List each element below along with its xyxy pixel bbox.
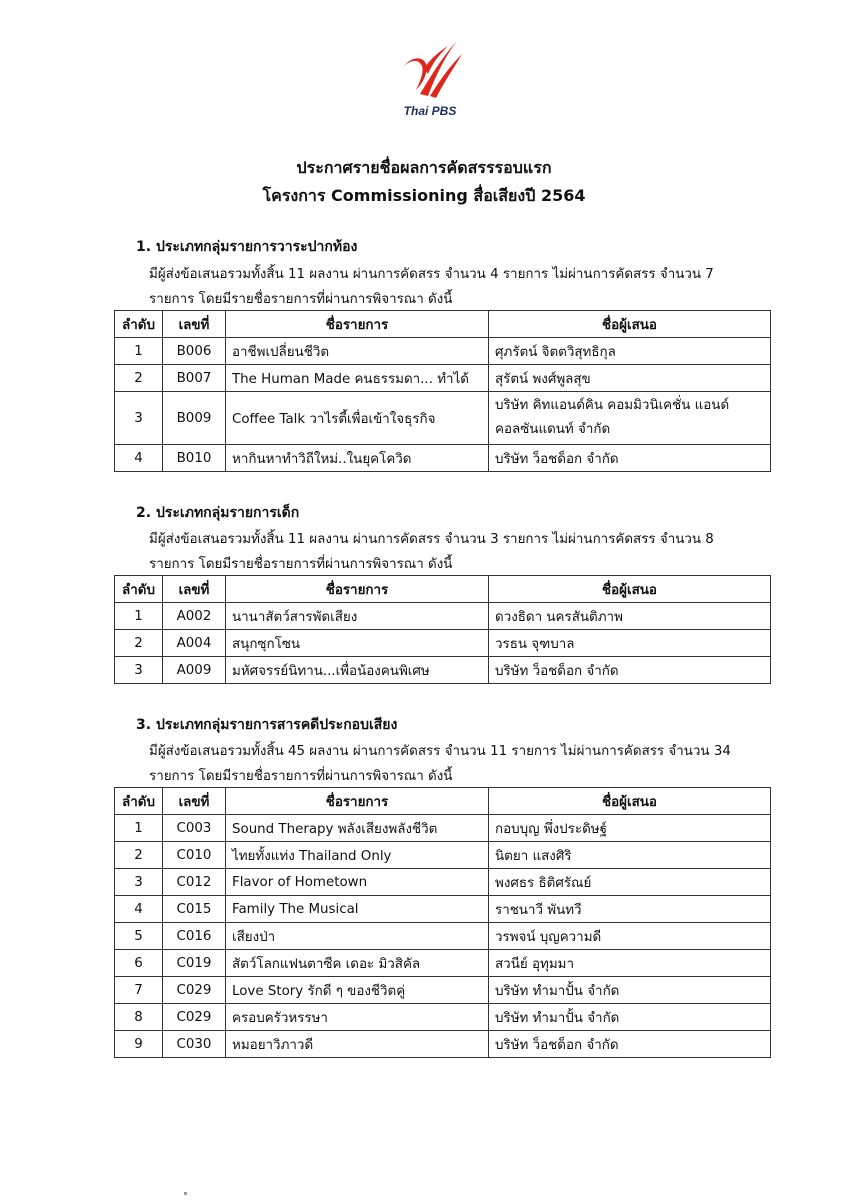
description-line: รายการ โดยมีรายชื่อรายการที่ผ่านการพิจารณา ดังนี้ [149, 292, 453, 307]
section-description [149, 262, 769, 312]
row-program-name: Coffee Talk วาไรตี้เพื่อเข้าใจธุรกิจ [226, 392, 489, 445]
row-code: B010 [163, 445, 226, 472]
section-title: ประเภทกลุ่มรายการวาระปากท้อง [156, 239, 358, 255]
table-row [115, 1031, 771, 1058]
row-code: C029 [163, 977, 226, 1004]
section-description [149, 527, 769, 577]
column-header-code: เลขที่ [163, 788, 226, 815]
row-program-name: นานาสัตว์สารพัดเสียง [226, 603, 489, 630]
results-table [114, 575, 771, 684]
table-header-row [115, 311, 771, 338]
row-proposer: บริษัท ทำมาปั้น จำกัด [489, 1004, 771, 1031]
column-header-index: ลำดับ [115, 788, 163, 815]
column-header-index: ลำดับ [115, 576, 163, 603]
row-code: B007 [163, 365, 226, 392]
column-header-program-name: ชื่อรายการ [226, 576, 489, 603]
table-row [115, 338, 771, 365]
row-proposer: วรธน จุฑบาล [489, 630, 771, 657]
results-table [114, 787, 771, 1058]
table-header-row [115, 576, 771, 603]
section-number: 1. [136, 239, 152, 255]
row-program-name: สนุกซุกโซน [226, 630, 489, 657]
description-line: รายการ โดยมีรายชื่อรายการที่ผ่านการพิจารณา ดังนี้ [149, 769, 453, 784]
row-proposer: พงศธร ธิติศรัณย์ [489, 869, 771, 896]
row-program-name: Love Story รักดี ๆ ของชีวิตคู่ [226, 977, 489, 1004]
row-code: C029 [163, 1004, 226, 1031]
row-index: 4 [115, 445, 163, 472]
bird-logo-icon [390, 38, 470, 104]
row-index: 4 [115, 896, 163, 923]
row-index: 2 [115, 842, 163, 869]
section-title: ประเภทกลุ่มรายการสารคดีประกอบเสียง [156, 717, 398, 733]
row-proposer: สวนีย์ อุทุมมา [489, 950, 771, 977]
row-code: C015 [163, 896, 226, 923]
row-proposer: สุรัตน์ พงศ์พูลสุข [489, 365, 771, 392]
thai-pbs-logo [390, 38, 470, 124]
row-code: C030 [163, 1031, 226, 1058]
table-row [115, 365, 771, 392]
row-code: C010 [163, 842, 226, 869]
row-program-name: หากินหาทำวิถีใหม่..ในยุคโควิด [226, 445, 489, 472]
row-index: 7 [115, 977, 163, 1004]
column-header-proposer: ชื่อผู้เสนอ [489, 788, 771, 815]
row-index: 3 [115, 657, 163, 684]
row-proposer: วรพจน์ บุญความดี [489, 923, 771, 950]
section-heading [136, 236, 357, 258]
row-code: C012 [163, 869, 226, 896]
description-line: มีผู้ส่งข้อเสนอรวมทั้งสิ้น 11 ผลงาน ผ่านการคัดสรร จำนวน 3 รายการ ไม่ผ่านการคัดสรร จำนวน 8 [149, 532, 714, 547]
row-code: A002 [163, 603, 226, 630]
page-title: ประกาศรายชื่อผลการคัดสรรรอบแรก [296, 158, 552, 177]
row-proposer: บริษัท ว็อชด็อก จำกัด [489, 1031, 771, 1058]
section-title: ประเภทกลุ่มรายการเด็ก [156, 505, 300, 521]
row-proposer: ดวงธิดา นครสันติภาพ [489, 603, 771, 630]
row-program-name: อาชีพเปลี่ยนชีวิต [226, 338, 489, 365]
row-program-name: Family The Musical [226, 896, 489, 923]
row-program-name: เสียงป่า [226, 923, 489, 950]
row-index: 2 [115, 630, 163, 657]
row-code: C016 [163, 923, 226, 950]
page-subtitle: โครงการ Commissioning สื่อเสียงปี 2564 [262, 186, 586, 205]
column-header-code: เลขที่ [163, 311, 226, 338]
column-header-program-name: ชื่อรายการ [226, 311, 489, 338]
row-program-name: มหัศจรรย์นิทาน...เพื่อน้องคนพิเศษ [226, 657, 489, 684]
row-index: 5 [115, 923, 163, 950]
description-line: มีผู้ส่งข้อเสนอรวมทั้งสิ้น 11 ผลงาน ผ่านการคัดสรร จำนวน 4 รายการ ไม่ผ่านการคัดสรร จำนวน 7 [149, 267, 714, 282]
row-program-name: Flavor of Hometown [226, 869, 489, 896]
table-row [115, 869, 771, 896]
table-row [115, 657, 771, 684]
table-row [115, 815, 771, 842]
table-row [115, 950, 771, 977]
table-row [115, 392, 771, 445]
column-header-proposer: ชื่อผู้เสนอ [489, 311, 771, 338]
row-program-name: Sound Therapy พลังเสียงพลังชีวิต [226, 815, 489, 842]
row-code: B006 [163, 338, 226, 365]
row-proposer: ราชนาวี พันทวี [489, 896, 771, 923]
row-program-name: ครอบครัวหรรษา [226, 1004, 489, 1031]
row-proposer: นิตยา แสงศิริ [489, 842, 771, 869]
row-code: B009 [163, 392, 226, 445]
proposer-line: คอลซันแดนท์ จำกัด [495, 422, 611, 437]
row-index: 9 [115, 1031, 163, 1058]
row-proposer: กอบบุญ พึ่งประดิษฐ์ [489, 815, 771, 842]
row-code: A009 [163, 657, 226, 684]
section-description [149, 739, 769, 789]
row-program-name: ไทยทั้งแท่ง Thailand Only [226, 842, 489, 869]
row-proposer: บริษัท ว็อชด็อก จำกัด [489, 445, 771, 472]
column-header-proposer: ชื่อผู้เสนอ [489, 576, 771, 603]
table-row [115, 1004, 771, 1031]
row-code: C019 [163, 950, 226, 977]
row-index: 6 [115, 950, 163, 977]
table-row [115, 896, 771, 923]
table-header-row [115, 788, 771, 815]
description-line: มีผู้ส่งข้อเสนอรวมทั้งสิ้น 45 ผลงาน ผ่านการคัดสรร จำนวน 11 รายการ ไม่ผ่านการคัดสรร จำนวน 34 [149, 744, 731, 759]
row-index: 8 [115, 1004, 163, 1031]
logo-wordmark: Thai PBS [403, 104, 457, 118]
section-heading [136, 714, 397, 736]
table-row [115, 603, 771, 630]
row-index: 1 [115, 603, 163, 630]
row-proposer: บริษัท ทำมาปั้น จำกัด [489, 977, 771, 1004]
row-proposer: บริษัท ว็อชด็อก จำกัด [489, 657, 771, 684]
row-code: A004 [163, 630, 226, 657]
row-index: 1 [115, 815, 163, 842]
proposer-line: บริษัท คิทแอนด์คิน คอมมิวนิเคชั่น แอนด์ [495, 398, 730, 413]
section-number: 3. [136, 717, 152, 733]
section-number: 2. [136, 505, 152, 521]
row-index: 3 [115, 869, 163, 896]
row-proposer [489, 392, 771, 445]
row-program-name: The Human Made คนธรรมดา... ทำได้ [226, 365, 489, 392]
table-row [115, 923, 771, 950]
table-row [115, 445, 771, 472]
description-line: รายการ โดยมีรายชื่อรายการที่ผ่านการพิจารณา ดังนี้ [149, 557, 453, 572]
row-index: 3 [115, 392, 163, 445]
column-header-index: ลำดับ [115, 311, 163, 338]
scan-speck [184, 1192, 187, 1195]
row-index: 2 [115, 365, 163, 392]
table-row [115, 977, 771, 1004]
results-table [114, 310, 771, 472]
section-heading [136, 502, 299, 524]
row-index: 1 [115, 338, 163, 365]
row-program-name: หมอยาวิภาวดี [226, 1031, 489, 1058]
row-program-name: สัตว์โลกแฟนตาซีค เดอะ มิวสิคัล [226, 950, 489, 977]
column-header-code: เลขที่ [163, 576, 226, 603]
row-code: C003 [163, 815, 226, 842]
column-header-program-name: ชื่อรายการ [226, 788, 489, 815]
table-row [115, 842, 771, 869]
table-row [115, 630, 771, 657]
row-proposer: ศุภรัตน์ จิตตวิสุทธิกุล [489, 338, 771, 365]
